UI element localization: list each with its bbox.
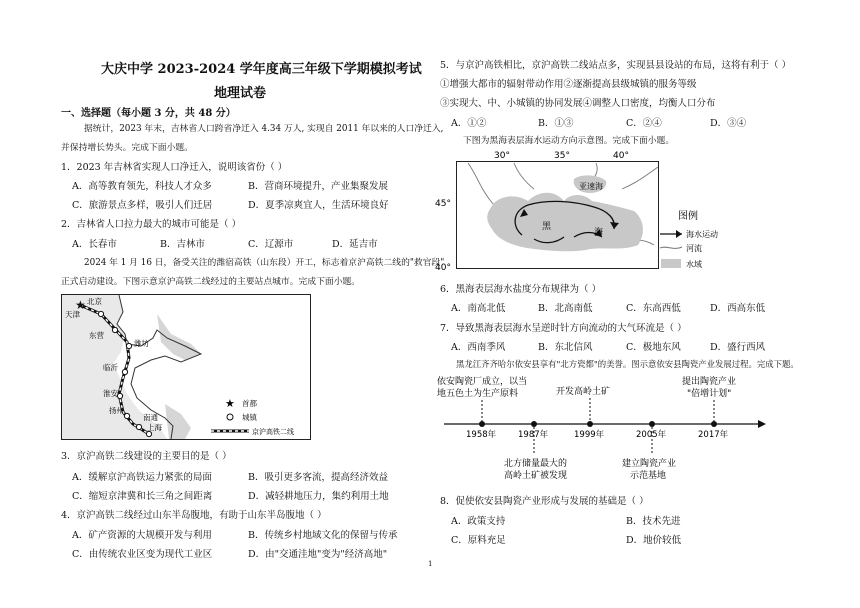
- q6-option-b[interactable]: B．北高南低: [538, 303, 593, 314]
- city-beijing: 北京: [87, 297, 102, 306]
- city-huaian: 淮安: [103, 389, 118, 398]
- intro4: 黑龙江齐齐哈尔依安县享有"北方瓷都"的美誉。图示意依安县陶瓷产业发展过程。完成下题。: [456, 359, 799, 369]
- city-linyi: 临沂: [103, 363, 118, 372]
- q6-option-c[interactable]: C．东高西低: [626, 303, 681, 314]
- city-nantong: 南通: [143, 413, 158, 422]
- year-1999: 1999年: [574, 430, 605, 440]
- intro2-line2: 正式启动建设。下图示意京沪高铁二线经过的主要站点城市。完成下面小题。: [61, 277, 361, 287]
- q1-option-d[interactable]: D．夏季凉爽宜人，生活环境良好: [248, 200, 389, 211]
- event-1958-line1: 依安陶瓷厂成立，以当: [437, 377, 528, 387]
- q7-stem: 7．导致黑海表层海水呈逆时针方向流动的大气环流是（ ）: [440, 323, 687, 334]
- q8-option-b[interactable]: B．技术先进: [626, 516, 681, 527]
- q6-option-a[interactable]: A．南高北低: [451, 303, 506, 314]
- event-2017-line2: "倍增计划": [687, 389, 732, 399]
- event-1987-line2: 高岭土矿被发现: [504, 471, 568, 481]
- legend-river: 河流: [686, 244, 702, 253]
- exam-title: 大庆中学 2023-2024 学年度高三年级下学期模拟考试: [101, 62, 422, 77]
- legend-line: 京沪高铁二线: [252, 428, 294, 436]
- event-1958-line2: 地五色土为生产原料: [437, 389, 519, 399]
- q2-option-c[interactable]: C．辽源市: [248, 239, 294, 250]
- timeline-arrow-icon: [758, 420, 766, 428]
- event-2017-line1: 提出陶瓷产业: [682, 377, 737, 387]
- q4-option-c[interactable]: C．由传统农业区变为现代工业区: [72, 549, 213, 560]
- lat-45: 45°: [435, 199, 451, 209]
- exam-subtitle: 地理试卷: [214, 86, 267, 101]
- current-arrow-icon: [676, 230, 682, 238]
- lat-40: 40°: [435, 263, 451, 273]
- q7-option-b[interactable]: B．东北信风: [538, 342, 593, 353]
- legend-capital: 首都: [242, 399, 257, 408]
- q3-option-a[interactable]: A．缓解京沪高铁运力紧张的局面: [72, 472, 212, 483]
- event-2005-line1: 建立陶瓷产业: [622, 459, 677, 469]
- city-tianjin: 天津: [65, 310, 80, 319]
- dot-1999: [587, 421, 593, 427]
- lon-30: 30°: [494, 151, 510, 161]
- year-1958: 1958年: [466, 430, 497, 440]
- q7-option-d[interactable]: D．盛行西风: [710, 342, 766, 353]
- black-sea-label-1: 黑: [542, 222, 552, 232]
- ceramics-timeline: [424, 374, 784, 486]
- q3-option-b[interactable]: B．吸引更多客流，提高经济效益: [248, 472, 388, 483]
- intro1-line2: 并保持增长势头。完成下面小题。: [61, 143, 193, 153]
- dot-1987: [531, 421, 537, 427]
- q8-option-a[interactable]: A．政策支持: [451, 516, 506, 527]
- intro2-line1: 2024 年 1 月 16 日，备受关注的潍宿高铁（山东段）开工，标志着京沪高铁二线的"救官段": [84, 258, 445, 268]
- q1-option-a[interactable]: A．高等教育领先，科技人才众多: [72, 181, 212, 192]
- city-weifang: 潍坊: [134, 339, 149, 348]
- page-number: 1: [428, 560, 433, 568]
- legend-city-icon: [227, 414, 233, 420]
- station-yangzhou: [124, 413, 129, 418]
- q2-stem: 2．吉林省人口拉力最大的城市可能是（ ）: [61, 219, 242, 230]
- station-weifang: [126, 343, 131, 348]
- q7-option-c[interactable]: C．极地东风: [626, 342, 681, 353]
- q8-option-c[interactable]: C．原料充足: [451, 535, 506, 546]
- event-1987-line1: 北方储量最大的: [504, 459, 568, 469]
- section-heading: 一、选择题（每小题 3 分，共 48 分）: [61, 108, 236, 119]
- station-linyi: [122, 369, 127, 374]
- q1-option-b[interactable]: B．营商环境提升，产业集聚发展: [248, 181, 388, 192]
- q4-option-a[interactable]: A．矿产资源的大规模开发与利用: [72, 530, 212, 541]
- q2-option-a[interactable]: A．长春市: [72, 239, 117, 250]
- capital-star-icon: ★: [75, 298, 86, 312]
- legend-title: 图例: [678, 211, 698, 222]
- event-1999: 开发高岭土矿: [556, 387, 611, 397]
- station-huaian: [117, 393, 122, 398]
- dot-2005: [649, 421, 655, 427]
- legend-current: 海水运动: [686, 230, 718, 239]
- intro1-line1: 据统计，2023 年末，吉林省人口跨省净迁入 4.34 万人, 实现自 2011 年以来的人口净迁入,: [84, 124, 444, 134]
- q5-option-c[interactable]: C．②④: [626, 118, 662, 129]
- station-shanghai: [146, 431, 151, 436]
- q3-option-d[interactable]: D．减轻耕地压力，集约利用土地: [248, 491, 389, 502]
- q5-statements-1: ①增强大都市的辐射带动作用②逐渐提高县级城镇的服务等级: [440, 79, 697, 90]
- year-2005: 2005年: [636, 430, 667, 440]
- black-sea-label-2: 海: [594, 228, 604, 238]
- legend-city: 城镇: [242, 413, 257, 422]
- dot-2017: [711, 421, 717, 427]
- q1-option-c[interactable]: C．旅游景点多样，吸引人们迁居: [72, 200, 213, 211]
- q5-option-a[interactable]: A．①②: [451, 118, 487, 129]
- legend-star-icon: ★: [225, 397, 235, 410]
- q5-option-b[interactable]: B．①③: [538, 118, 574, 129]
- station-dongying: [112, 327, 117, 332]
- q3-stem: 3．京沪高铁二线建设的主要目的是（ ）: [61, 451, 232, 462]
- city-dongying: 东营: [89, 331, 104, 340]
- black-sea-map: [424, 149, 734, 273]
- dot-1958: [479, 421, 485, 427]
- legend-water: 水域: [686, 260, 702, 269]
- q5-stem: 5．与京沪高铁相比，京沪高铁二线站点多，实现县县设站的布局，这将有利于（ ）: [440, 60, 792, 71]
- station-nantong: [136, 424, 141, 429]
- city-yangzhou: 扬州: [109, 406, 124, 415]
- year-2017: 2017年: [698, 430, 729, 440]
- q6-stem: 6．黑海表层海水盐度分布规律为（ ）: [440, 284, 602, 295]
- q1-stem: 1．2023 年吉林省实现人口净迁入，说明该省份（ ）: [61, 162, 288, 173]
- event-2005-line2: 示范基地: [630, 471, 667, 481]
- q8-stem: 8．促使依安县陶瓷产业形成与发展的基础是（ ）: [440, 496, 649, 507]
- q7-option-a[interactable]: A．西南季风: [451, 342, 506, 353]
- q2-option-d[interactable]: D．延吉市: [332, 239, 378, 250]
- year-1987: 1987年: [518, 430, 549, 440]
- intro3: 下图为黑海表层海水运动方向示意图。完成下面小题。: [463, 136, 675, 146]
- q4-option-b[interactable]: B．传统乡村地域文化的保留与传承: [248, 530, 398, 541]
- q5-option-d[interactable]: D．③④: [710, 118, 747, 129]
- q5-statements-2: ③实现大、中、小城镇的协同发展④调整人口密度，均衡人口分布: [440, 98, 716, 109]
- q4-stem: 4．京沪高铁二线经过山东半岛腹地，有助于山东半岛腹地（ ）: [61, 510, 327, 521]
- q6-option-d[interactable]: D．西高东低: [710, 303, 766, 314]
- q3-option-c[interactable]: C．缩短京津冀和长三角之间距离: [72, 491, 213, 502]
- station-tianjin: [98, 311, 103, 316]
- azov-label: 亚速海: [579, 182, 603, 191]
- lon-35: 35°: [554, 151, 570, 161]
- q8-option-d[interactable]: D．地价较低: [626, 535, 682, 546]
- q2-option-b[interactable]: B．吉林市: [160, 239, 205, 250]
- city-shanghai: 上海: [147, 423, 162, 432]
- q4-option-d[interactable]: D．由"交通洼地"变为"经济高地": [248, 549, 388, 560]
- lon-40: 40°: [613, 151, 629, 161]
- rail-map: [61, 294, 311, 440]
